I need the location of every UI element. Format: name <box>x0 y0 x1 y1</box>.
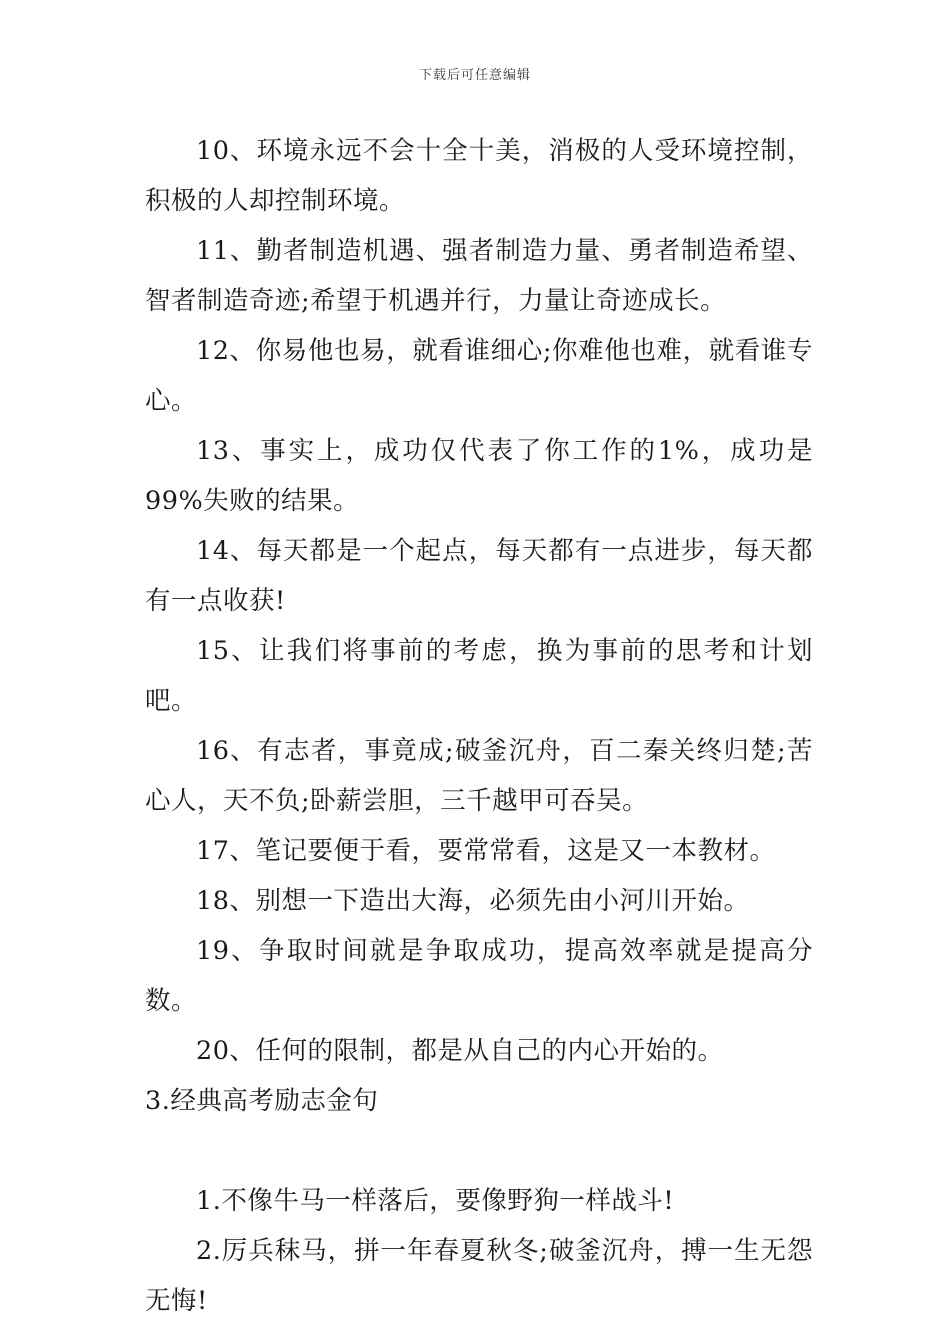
document-body <box>145 126 813 1326</box>
spacer <box>145 1126 813 1176</box>
quote-item-17: 17、笔记要便于看，要常常看，这是又一本教材。 <box>196 836 776 866</box>
quote-item-18: 18、别想一下造出大海，必须先由小河川开始。 <box>196 886 750 916</box>
quote-item-b2: 2.厉兵秣马，拼一年春夏秋冬;破釜沉舟，搏一生无怨无悔! <box>145 1236 813 1316</box>
quote-item-16: 16、有志者，事竟成;破釜沉舟，百二秦关终归楚;苦心人，天不负;卧薪尝胆，三千越甲可吞吴。 <box>145 736 813 816</box>
quote-item-11: 11、勤者制造机遇、强者制造力量、勇者制造希望、智者制造奇迹;希望于机遇并行，力量让奇迹成长。 <box>145 236 813 316</box>
quote-item-12: 12、你易他也易，就看谁细心;你难他也难，就看谁专心。 <box>145 336 813 416</box>
quote-item-b1: 1.不像牛马一样落后，要像野狗一样战斗! <box>196 1186 675 1216</box>
quote-item-13: 13、事实上，成功仅代表了你工作的1%，成功是99%失败的结果。 <box>145 436 813 516</box>
section-heading: 3.经典高考励志金句 <box>145 1086 379 1116</box>
page-header: 下载后可任意编辑 <box>418 68 531 83</box>
quote-item-15: 15、让我们将事前的考虑，换为事前的思考和计划吧。 <box>145 636 813 716</box>
quote-item-14: 14、每天都是一个起点，每天都有一点进步，每天都有一点收获! <box>145 536 813 616</box>
quote-item-20: 20、任何的限制，都是从自己的内心开始的。 <box>196 1036 724 1066</box>
quote-item-19: 19、争取时间就是争取成功，提高效率就是提高分数。 <box>145 936 813 1016</box>
quote-item-10: 10、环境永远不会十全十美，消极的人受环境控制，积极的人却控制环境。 <box>145 136 813 216</box>
